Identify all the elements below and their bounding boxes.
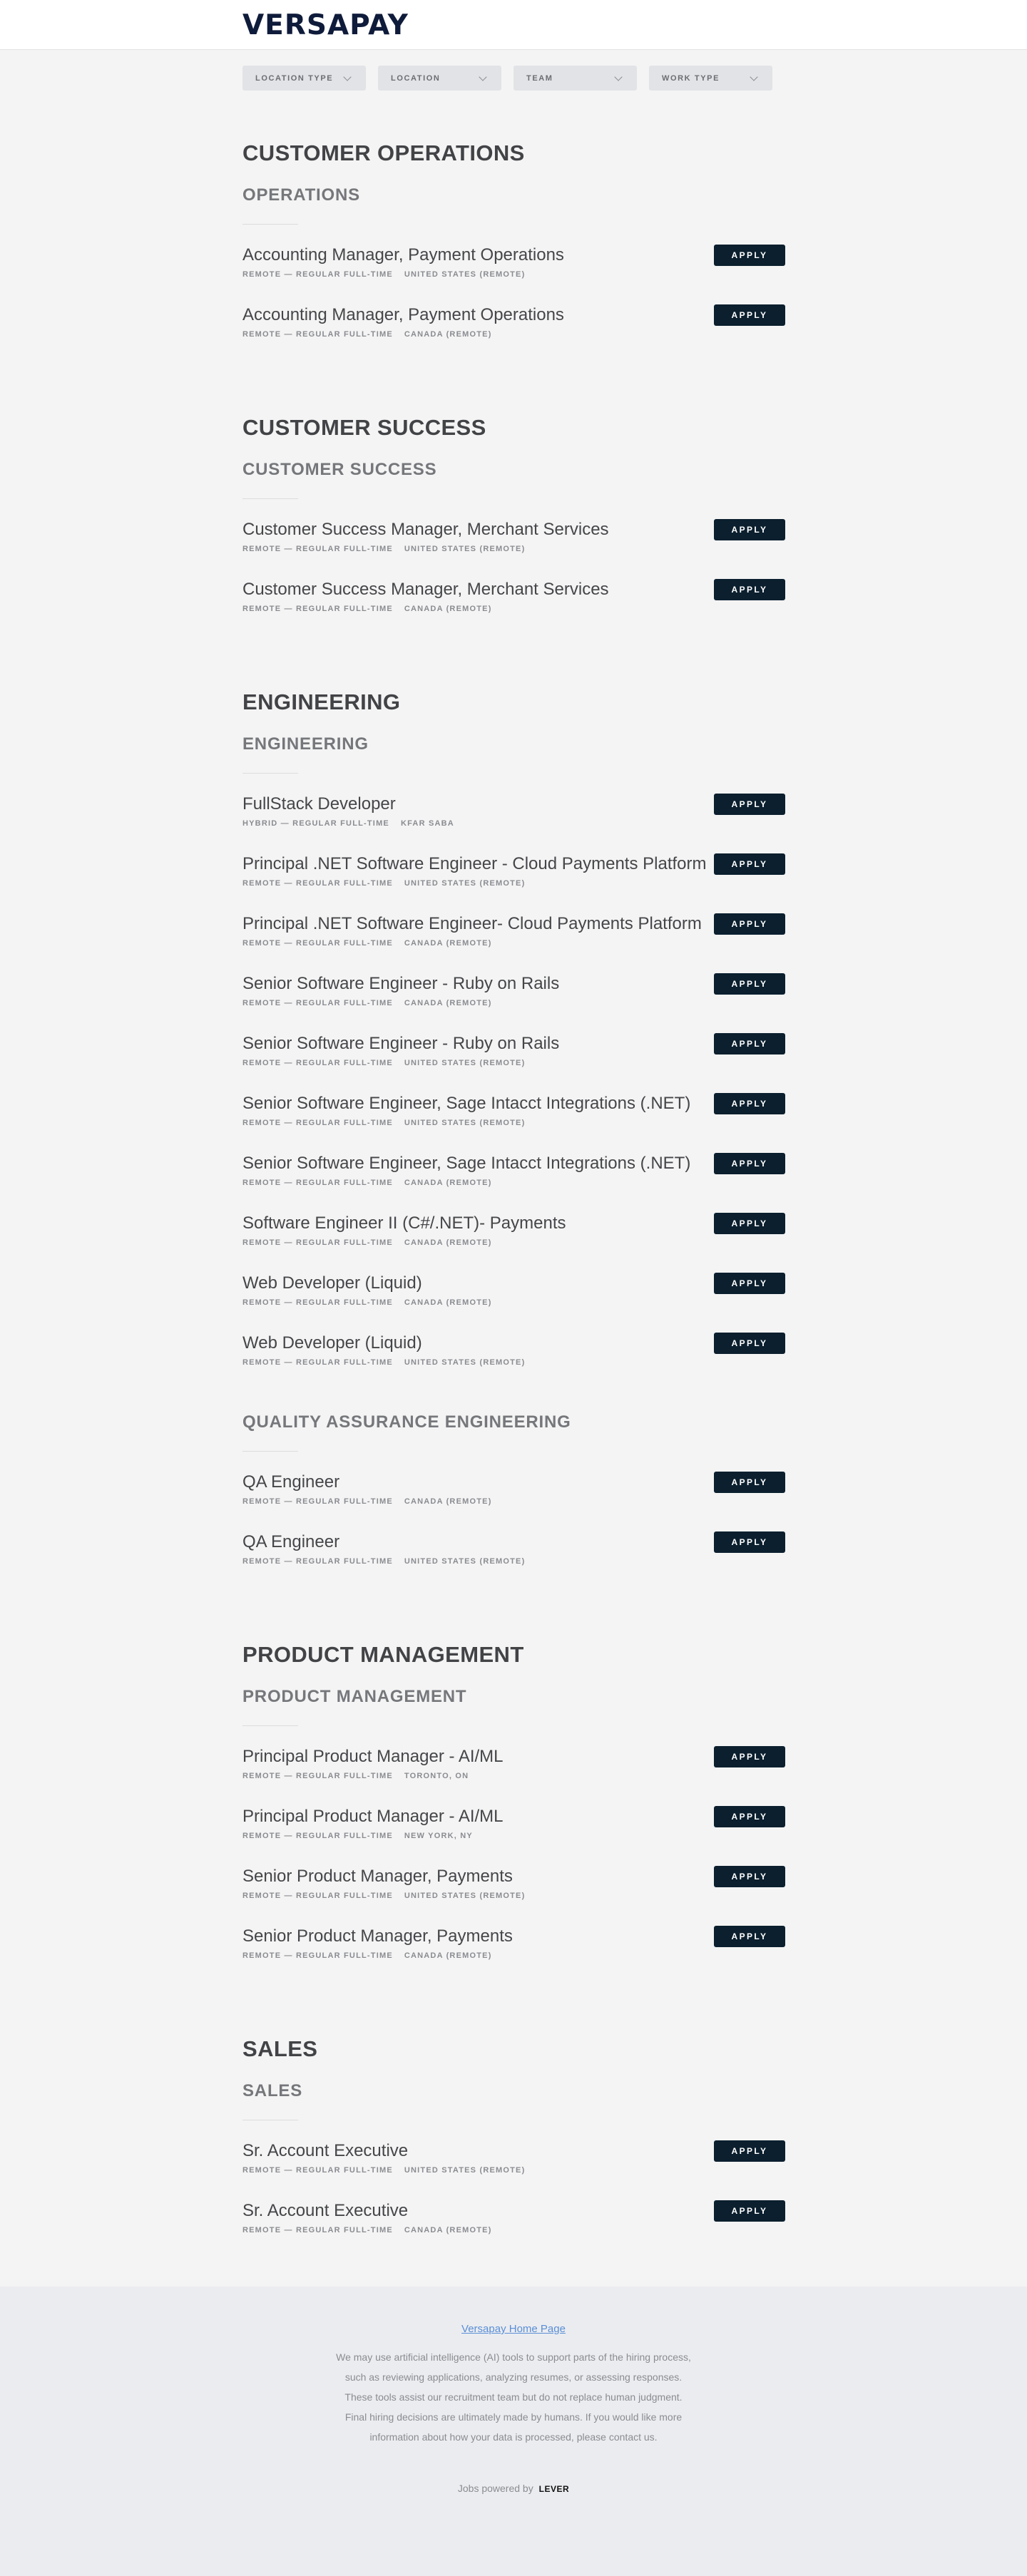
home-page-link[interactable]: Versapay Home Page bbox=[461, 2323, 566, 2335]
job-commitment: REMOTE — REGULAR FULL-TIME bbox=[242, 270, 393, 279]
job-title-link[interactable]: QA Engineer bbox=[242, 1472, 340, 1492]
team-title: PRODUCT MANAGEMENT bbox=[242, 1642, 524, 1667]
chevron-down-icon bbox=[614, 73, 622, 81]
apply-button[interactable]: APPLY bbox=[714, 2200, 785, 2222]
apply-button[interactable]: APPLY bbox=[714, 1806, 785, 1827]
job-meta bbox=[242, 1119, 785, 1127]
department-title: CUSTOMER SUCCESS bbox=[242, 460, 437, 479]
filter-location-type[interactable] bbox=[242, 66, 366, 91]
team-title: CUSTOMER SUCCESS bbox=[242, 415, 486, 440]
department-divider bbox=[242, 224, 298, 225]
job-location: CANADA (REMOTE) bbox=[404, 2226, 492, 2234]
job-commitment: REMOTE — REGULAR FULL-TIME bbox=[242, 939, 393, 948]
postings-container bbox=[242, 50, 785, 2260]
job-meta bbox=[242, 999, 785, 1007]
job-posting bbox=[242, 519, 785, 579]
job-meta bbox=[242, 1892, 785, 1900]
job-location: UNITED STATES (REMOTE) bbox=[404, 1557, 526, 1566]
job-posting bbox=[242, 1472, 785, 1531]
job-meta bbox=[242, 1358, 785, 1367]
job-posting bbox=[242, 794, 785, 853]
team-title: SALES bbox=[242, 2036, 318, 2061]
team-section bbox=[242, 1643, 785, 1986]
job-title-link[interactable]: Principal .NET Software Engineer - Cloud Payments Platform bbox=[242, 854, 707, 873]
filter-label: TEAM bbox=[526, 73, 553, 83]
job-location: CANADA (REMOTE) bbox=[404, 1179, 492, 1187]
apply-button[interactable]: APPLY bbox=[714, 1273, 785, 1294]
job-commitment: REMOTE — REGULAR FULL-TIME bbox=[242, 1497, 393, 1506]
department-section bbox=[242, 185, 785, 364]
filter-work-type[interactable] bbox=[649, 66, 772, 91]
job-location: CANADA (REMOTE) bbox=[404, 999, 492, 1007]
job-commitment: REMOTE — REGULAR FULL-TIME bbox=[242, 1298, 393, 1307]
apply-button[interactable]: APPLY bbox=[714, 853, 785, 875]
department-title: QUALITY ASSURANCE ENGINEERING bbox=[242, 1412, 571, 1432]
job-meta bbox=[242, 2166, 785, 2175]
team-section bbox=[242, 416, 785, 639]
job-location: TORONTO, ON bbox=[404, 1772, 469, 1780]
job-posting bbox=[242, 1093, 785, 1153]
job-commitment: REMOTE — REGULAR FULL-TIME bbox=[242, 1557, 393, 1566]
job-location: UNITED STATES (REMOTE) bbox=[404, 1358, 526, 1367]
job-title-link[interactable]: Web Developer (Liquid) bbox=[242, 1333, 422, 1353]
filter-label: LOCATION TYPE bbox=[255, 73, 334, 83]
job-title-link[interactable]: Senior Product Manager, Payments bbox=[242, 1926, 513, 1946]
job-commitment: REMOTE — REGULAR FULL-TIME bbox=[242, 1951, 393, 1960]
job-commitment: REMOTE — REGULAR FULL-TIME bbox=[242, 1358, 393, 1367]
job-meta bbox=[242, 1497, 785, 1506]
job-commitment: REMOTE — REGULAR FULL-TIME bbox=[242, 330, 393, 339]
apply-button[interactable]: APPLY bbox=[714, 1472, 785, 1493]
apply-button[interactable]: APPLY bbox=[714, 1746, 785, 1767]
job-meta bbox=[242, 1951, 785, 1960]
filter-team[interactable] bbox=[514, 66, 637, 91]
job-title-link[interactable]: Accounting Manager, Payment Operations bbox=[242, 245, 564, 265]
job-meta bbox=[242, 1238, 785, 1247]
apply-button[interactable]: APPLY bbox=[714, 1093, 785, 1114]
job-title-link[interactable]: Software Engineer II (C#/.NET)- Payments bbox=[242, 1213, 566, 1233]
job-title-link[interactable]: FullStack Developer bbox=[242, 794, 396, 814]
team-section bbox=[242, 690, 785, 1591]
job-posting bbox=[242, 1273, 785, 1333]
job-title-link[interactable]: Customer Success Manager, Merchant Services bbox=[242, 580, 609, 599]
job-location: CANADA (REMOTE) bbox=[404, 1951, 492, 1960]
powered-by bbox=[0, 2483, 1027, 2494]
job-posting bbox=[242, 1746, 785, 1806]
job-title-link[interactable]: Principal Product Manager - AI/ML bbox=[242, 1807, 504, 1826]
apply-button[interactable]: APPLY bbox=[714, 2140, 785, 2162]
department-divider bbox=[242, 1725, 298, 1726]
chevron-down-icon bbox=[343, 73, 351, 81]
apply-button[interactable]: APPLY bbox=[714, 1333, 785, 1354]
job-title-link[interactable]: Senior Software Engineer, Sage Intacct Integrations (.NET) bbox=[242, 1154, 691, 1173]
chevron-down-icon bbox=[479, 73, 486, 81]
job-title-link[interactable]: Web Developer (Liquid) bbox=[242, 1273, 422, 1293]
filter-bar bbox=[242, 50, 785, 141]
apply-button[interactable]: APPLY bbox=[714, 304, 785, 326]
job-title-link[interactable]: Sr. Account Executive bbox=[242, 2201, 409, 2220]
job-commitment: REMOTE — REGULAR FULL-TIME bbox=[242, 1832, 393, 1840]
job-commitment: REMOTE — REGULAR FULL-TIME bbox=[242, 1892, 393, 1900]
job-title-link[interactable]: Principal .NET Software Engineer- Cloud Payments Platform bbox=[242, 914, 702, 933]
job-posting bbox=[242, 1926, 785, 1986]
job-posting bbox=[242, 1153, 785, 1213]
job-posting bbox=[242, 1213, 785, 1273]
apply-button[interactable]: APPLY bbox=[714, 913, 785, 935]
job-posting bbox=[242, 913, 785, 973]
job-meta bbox=[242, 819, 785, 828]
filter-location[interactable] bbox=[378, 66, 501, 91]
job-meta bbox=[242, 270, 785, 279]
apply-button[interactable]: APPLY bbox=[714, 1153, 785, 1174]
job-commitment: REMOTE — REGULAR FULL-TIME bbox=[242, 1179, 393, 1187]
job-posting bbox=[242, 1033, 785, 1093]
job-commitment: REMOTE — REGULAR FULL-TIME bbox=[242, 999, 393, 1007]
job-location: UNITED STATES (REMOTE) bbox=[404, 1119, 526, 1127]
job-location: CANADA (REMOTE) bbox=[404, 1497, 492, 1506]
job-posting bbox=[242, 1333, 785, 1392]
job-commitment: REMOTE — REGULAR FULL-TIME bbox=[242, 879, 393, 888]
department-divider bbox=[242, 1451, 298, 1452]
job-title-link[interactable]: QA Engineer bbox=[242, 1532, 340, 1551]
job-meta bbox=[242, 1832, 785, 1840]
department-title: PRODUCT MANAGEMENT bbox=[242, 1687, 467, 1706]
department-divider bbox=[242, 773, 298, 774]
job-commitment: REMOTE — REGULAR FULL-TIME bbox=[242, 605, 393, 613]
lever-logo[interactable]: LEVER bbox=[538, 2484, 570, 2494]
job-location: UNITED STATES (REMOTE) bbox=[404, 1059, 526, 1067]
job-location: UNITED STATES (REMOTE) bbox=[404, 879, 526, 888]
team-title: ENGINEERING bbox=[242, 689, 401, 714]
powered-by-text: Jobs powered by bbox=[457, 2483, 533, 2494]
chevron-down-icon bbox=[750, 73, 757, 81]
job-location: CANADA (REMOTE) bbox=[404, 1298, 492, 1307]
job-location: UNITED STATES (REMOTE) bbox=[404, 1892, 526, 1900]
job-meta bbox=[242, 1059, 785, 1067]
team-section bbox=[242, 141, 785, 364]
job-meta bbox=[242, 605, 785, 613]
job-location: KFAR SABA bbox=[400, 819, 454, 828]
apply-button[interactable]: APPLY bbox=[714, 1213, 785, 1234]
company-logo[interactable]: VERSAPAY bbox=[242, 9, 409, 41]
job-title-link[interactable]: Customer Success Manager, Merchant Services bbox=[242, 520, 609, 539]
job-commitment: REMOTE — REGULAR FULL-TIME bbox=[242, 1119, 393, 1127]
job-commitment: REMOTE — REGULAR FULL-TIME bbox=[242, 545, 393, 553]
department-section bbox=[242, 1686, 785, 1986]
job-meta bbox=[242, 330, 785, 339]
department-title: ENGINEERING bbox=[242, 734, 369, 754]
job-meta bbox=[242, 1179, 785, 1187]
job-meta bbox=[242, 879, 785, 888]
apply-button[interactable]: APPLY bbox=[714, 245, 785, 266]
apply-button[interactable]: APPLY bbox=[714, 973, 785, 995]
job-meta bbox=[242, 545, 785, 553]
job-commitment: HYBRID — REGULAR FULL-TIME bbox=[242, 819, 389, 828]
job-meta bbox=[242, 1772, 785, 1780]
job-posting bbox=[242, 1531, 785, 1591]
filter-label: WORK TYPE bbox=[662, 73, 720, 83]
filter-label: LOCATION bbox=[391, 73, 441, 83]
job-commitment: REMOTE — REGULAR FULL-TIME bbox=[242, 1059, 393, 1067]
apply-button[interactable]: APPLY bbox=[714, 794, 785, 815]
department-section bbox=[242, 2080, 785, 2260]
job-meta bbox=[242, 2226, 785, 2234]
job-title-link[interactable]: Accounting Manager, Payment Operations bbox=[242, 305, 564, 324]
apply-button[interactable]: APPLY bbox=[714, 1926, 785, 1947]
job-meta bbox=[242, 939, 785, 948]
job-commitment: REMOTE — REGULAR FULL-TIME bbox=[242, 1238, 393, 1247]
job-posting bbox=[242, 245, 785, 304]
team-title: CUSTOMER OPERATIONS bbox=[242, 140, 525, 165]
job-commitment: REMOTE — REGULAR FULL-TIME bbox=[242, 2166, 393, 2175]
department-divider bbox=[242, 498, 298, 499]
job-posting bbox=[242, 579, 785, 639]
apply-button[interactable]: APPLY bbox=[714, 1866, 785, 1887]
job-title-link[interactable]: Principal Product Manager - AI/ML bbox=[242, 1747, 504, 1766]
job-location: UNITED STATES (REMOTE) bbox=[404, 545, 526, 553]
apply-button[interactable]: APPLY bbox=[714, 1033, 785, 1054]
job-title-link[interactable]: Sr. Account Executive bbox=[242, 2141, 409, 2160]
job-location: CANADA (REMOTE) bbox=[404, 330, 492, 339]
footer bbox=[0, 2287, 1027, 2576]
top-bar bbox=[0, 0, 1027, 50]
job-posting bbox=[242, 973, 785, 1033]
job-posting bbox=[242, 304, 785, 364]
job-posting bbox=[242, 2140, 785, 2200]
job-location: UNITED STATES (REMOTE) bbox=[404, 2166, 526, 2175]
job-location: CANADA (REMOTE) bbox=[404, 939, 492, 948]
job-posting bbox=[242, 2200, 785, 2260]
department-section bbox=[242, 734, 785, 1392]
job-meta bbox=[242, 1557, 785, 1566]
team-section bbox=[242, 2037, 785, 2260]
job-location: CANADA (REMOTE) bbox=[404, 1238, 492, 1247]
job-posting bbox=[242, 1806, 785, 1866]
apply-button[interactable]: APPLY bbox=[714, 579, 785, 600]
job-title-link[interactable]: Senior Software Engineer - Ruby on Rails bbox=[242, 974, 560, 993]
job-title-link[interactable]: Senior Software Engineer, Sage Intacct Integrations (.NET) bbox=[242, 1094, 691, 1113]
job-title-link[interactable]: Senior Product Manager, Payments bbox=[242, 1867, 513, 1886]
department-title: SALES bbox=[242, 2081, 303, 2100]
job-meta bbox=[242, 1298, 785, 1307]
job-posting bbox=[242, 853, 785, 913]
job-commitment: REMOTE — REGULAR FULL-TIME bbox=[242, 1772, 393, 1780]
ai-notice: We may use artificial intelligence (AI) tools to support parts of the hiring process, such as reviewing applications, analyzing resumes, or assessing responses. These tools assist our recruitment team but do not replace human judgment. Final hiring decisions are ultimately made by humans. If you would like more information about how your data is processed, please contact us. bbox=[336, 2351, 691, 2443]
job-location: CANADA (REMOTE) bbox=[404, 605, 492, 613]
apply-button[interactable]: APPLY bbox=[714, 1531, 785, 1553]
job-posting bbox=[242, 1866, 785, 1926]
department-section bbox=[242, 1412, 785, 1591]
job-location: UNITED STATES (REMOTE) bbox=[404, 270, 526, 279]
job-location: NEW YORK, NY bbox=[404, 1832, 473, 1840]
postings-list bbox=[242, 141, 785, 2260]
department-title: OPERATIONS bbox=[242, 185, 360, 205]
apply-button[interactable]: APPLY bbox=[714, 519, 785, 540]
job-title-link[interactable]: Senior Software Engineer - Ruby on Rails bbox=[242, 1034, 560, 1053]
job-commitment: REMOTE — REGULAR FULL-TIME bbox=[242, 2226, 393, 2234]
department-section bbox=[242, 459, 785, 639]
